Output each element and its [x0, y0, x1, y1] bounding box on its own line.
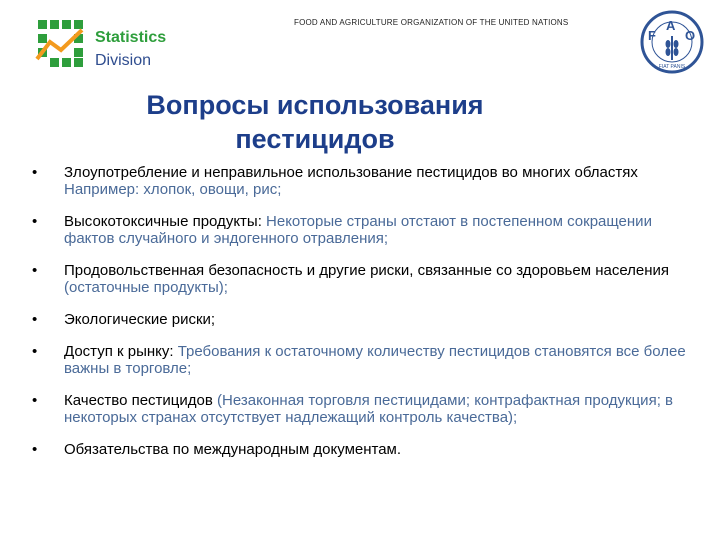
- bullet-item: [30, 441, 700, 458]
- bullet-text: Продовольственная безопасность и другие риски, связанные со здоровьем населения: [64, 262, 670, 279]
- bullet-marker: •: [32, 343, 38, 360]
- title-line-1: Вопросы использования: [146, 90, 484, 120]
- bullet-list: [30, 164, 700, 458]
- bullet-text: Доступ к рынку:: [64, 343, 178, 360]
- bullet-text: Качество пестицидов: [64, 392, 218, 409]
- bullet-marker: •: [32, 392, 38, 409]
- bullet-item: [30, 343, 700, 377]
- fao-motto: FIAT PANIS: [658, 64, 686, 70]
- fao-letter-a: A: [666, 18, 676, 33]
- org-name: FOOD AND AGRICULTURE ORGANIZATION OF THE UNITED NATIONS: [294, 18, 569, 27]
- slide-title: [90, 88, 540, 156]
- logo-statistics: Statistics: [95, 29, 167, 46]
- bullet-text: Высокотоксичные продукты:: [64, 213, 267, 230]
- fao-letter-o: O: [685, 28, 696, 43]
- bullet-marker: •: [32, 213, 38, 230]
- bullet-item: [30, 262, 700, 296]
- bullet-text: Экологические риски;: [64, 311, 216, 328]
- bullet-highlight: Например: хлопок, овощи, рис;: [64, 181, 282, 198]
- title-line-2: пестицидов: [235, 124, 395, 154]
- bullet-marker: •: [32, 262, 38, 279]
- fao-logo-icon: [640, 10, 704, 74]
- bullet-item: [30, 392, 700, 426]
- bullet-item: [30, 164, 700, 198]
- bullet-marker: •: [32, 441, 38, 458]
- bullet-highlight: (остаточные продукты);: [64, 279, 228, 296]
- bullet-highlight: Требования к остаточному количеству пестицидов становятся все более важны в торговле;: [64, 343, 686, 377]
- bullet-marker: •: [32, 164, 38, 181]
- bullet-item: [30, 311, 700, 328]
- statistics-division-logo-icon: [34, 18, 84, 68]
- logo-division: Division: [95, 52, 152, 69]
- bullet-item: [30, 213, 700, 247]
- bullet-text: Обязательства по международным документам.: [64, 441, 402, 458]
- bullet-highlight: (Незаконная торговля пестицидами; контрафактная продукция; в некоторых странах отсутствует надлежащий контроль качества);: [64, 392, 673, 426]
- bullet-text: Злоупотребление и неправильное использование пестицидов во многих областях: [64, 164, 638, 181]
- bullet-highlight: Некоторые страны отстают в постепенном сокращении фактов случайного и эндогенного отравления;: [64, 213, 652, 247]
- fao-letter-f: F: [648, 28, 656, 43]
- bullet-marker: •: [32, 311, 38, 328]
